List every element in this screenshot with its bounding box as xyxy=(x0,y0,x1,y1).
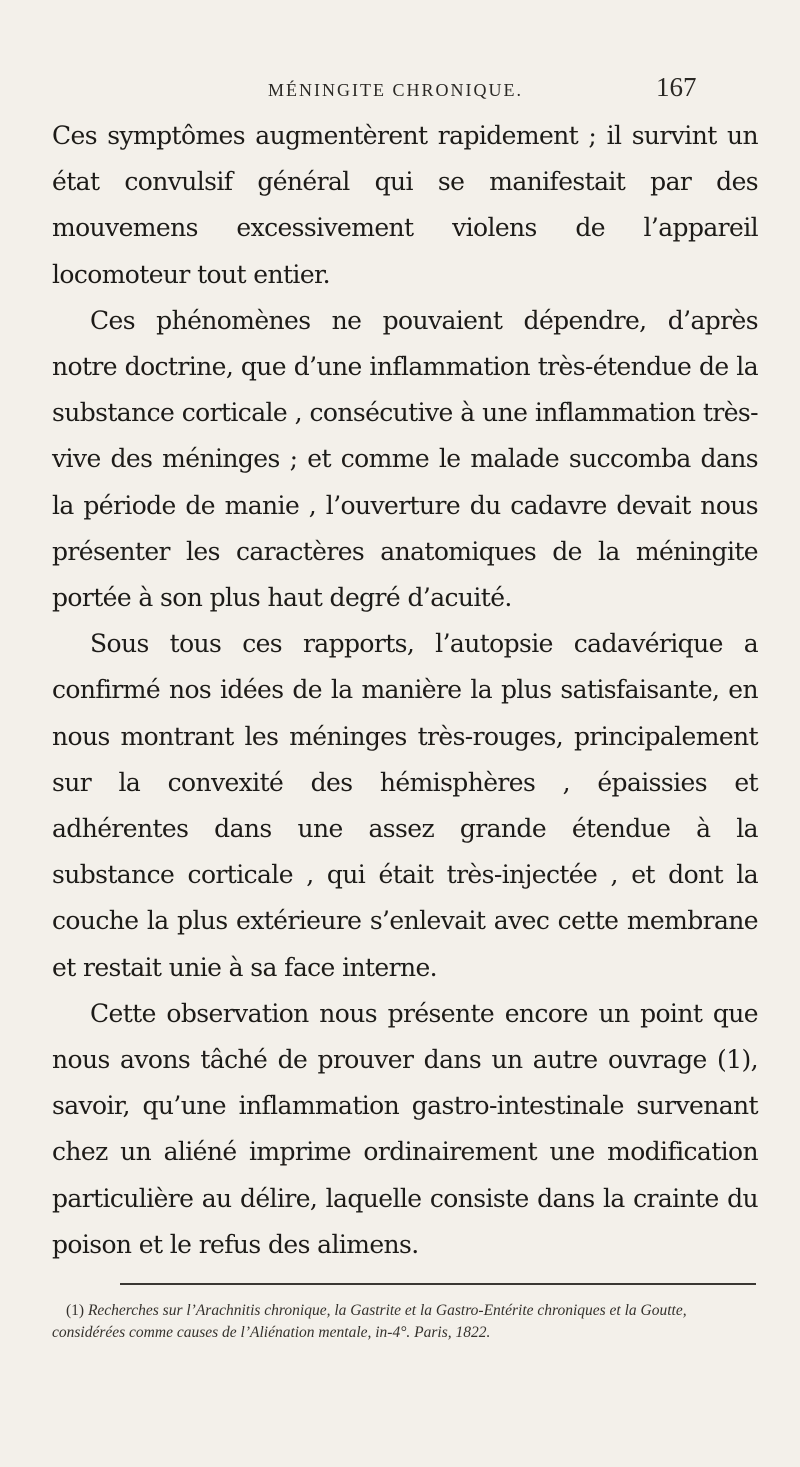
running-title: MÉNINGITE CHRONIQUE. xyxy=(268,80,523,100)
main-text xyxy=(52,113,758,1268)
footnote-marker: (1) xyxy=(66,1302,85,1319)
paragraph-1: Ces symptômes augmentèrent rapidement ; il survint un état convulsif général qui se manifestait par des mouvemens excessivement violens de l’appareil locomoteur tout entier. xyxy=(52,121,758,289)
footnote-text: Recherches sur l’Arachnitis chronique, la Gastrite et la Gastro-Entérite chroniques et la Goutte, considérées comme causes de l’Aliénation mentale, in-4°. Paris, 1822. xyxy=(52,1302,687,1341)
footnote xyxy=(52,1300,760,1344)
paragraph-3: Sous tous ces rapports, l’autopsie cadavérique a confirmé nos idées de la manière la plus satisfaisante, en nous montrant les méninges très-rouges, principalement sur la convexité des hémisphères , épaissies et adhérentes dans une assez grande étendue à la substance corticale , qui était très-injectée , et dont la couche la plus extérieure s’enlevait avec cette membrane et restait unie à sa face interne. xyxy=(52,629,758,982)
footnote-rule xyxy=(120,1283,756,1285)
page-number: 167 xyxy=(656,72,697,102)
paragraph-2: Ces phénomènes ne pouvaient dépendre, d’après notre doctrine, que d’une inflammation très-étendue de la substance corticale , consécutive à une inflammation très-vive des méninges ; et comme le malade succomba dans la période de manie , l’ouverture du cadavre devait nous présenter les caractères anatomiques de la méningite portée à son plus haut degré d’acuité. xyxy=(52,305,758,613)
paragraph-4: Cette observation nous présente encore un point que nous avons tâché de prouver dans un autre ouvrage (1), savoir, qu’une inflammation gastro-intestinale survenant chez un aliéné imprime ordinairement une modification particulière au délire, laquelle consiste dans la crainte du poison et le refus des alimens. xyxy=(52,998,758,1259)
